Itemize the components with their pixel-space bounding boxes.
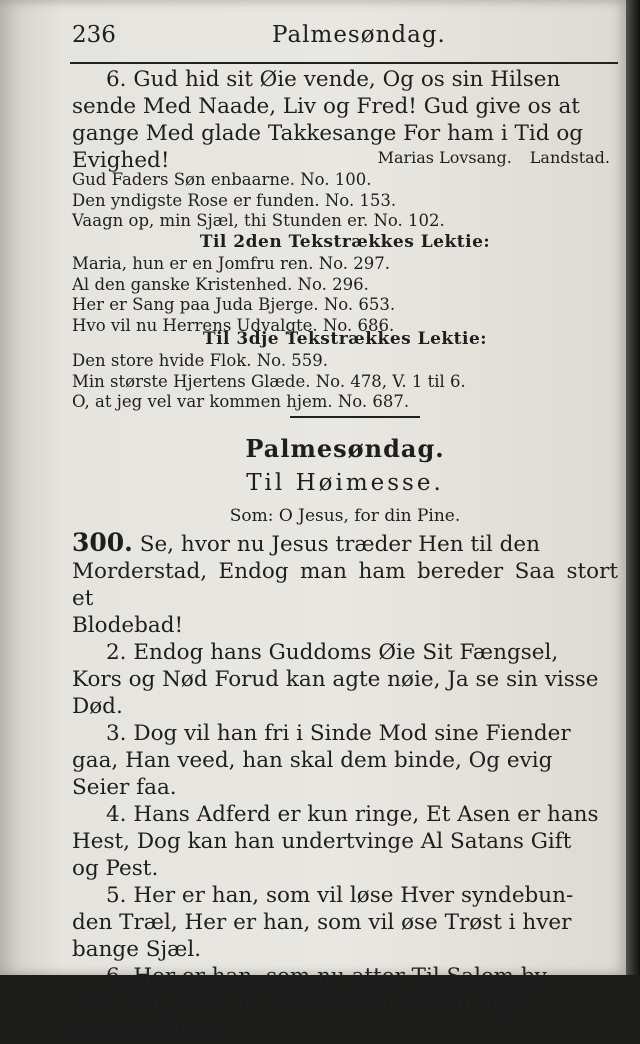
- hymn-reference: Gud Faders Søn enbaarne. No. 100.: [72, 170, 372, 189]
- book-spine-shadow: [626, 0, 640, 975]
- verse-line: 3. Dog vil han fri i Sinde Mod sine Fiender: [106, 721, 571, 746]
- hymn-reference: Her er Sang paa Juda Bjerge. No. 653.: [72, 295, 396, 314]
- verse-line: 5. Her er han, som vil løse Hver syndebun-: [106, 883, 574, 908]
- hymn-reference: Hvo vil nu Herrens Udvalgte. No. 686.: [72, 315, 395, 335]
- hymn-number: 300.: [72, 528, 133, 557]
- hymn-references-1: [72, 170, 618, 232]
- page-header: [0, 22, 626, 58]
- verse-line: 4. Hans Adferd er kun ringe, Et Asen er hans: [106, 802, 599, 827]
- feast-heading: [72, 434, 618, 463]
- header-rule: [70, 62, 618, 64]
- verse-line: gange Med glade Takkesange For ham i Tid og: [72, 121, 584, 146]
- tune-reference: Som: O Jesus, for din Pine.: [229, 506, 461, 526]
- hymn-reference: Maria, hun er en Jomfru ren. No. 297.: [72, 254, 391, 273]
- verse-line: der Fred, Gak ud, o Zions Datter, Og dig i: [72, 991, 527, 1016]
- hymn-reference: Vaagn op, min Sjæl, thi Stunden er. No. 102.: [72, 211, 445, 230]
- verse-line: Død.: [72, 694, 123, 719]
- verse-line: bange Sjæl.: [72, 937, 202, 962]
- hymn-300: [72, 529, 618, 1044]
- verse-line: Hest, Dog kan han undertvinge Al Satans Gift: [72, 829, 572, 854]
- hymn-reference: Den store hvide Flok. No. 559.: [72, 351, 329, 370]
- verse-line: Seier faa.: [72, 775, 177, 800]
- hymn-reference: Al den ganske Kristenhed. No. 296.: [72, 274, 369, 294]
- feast-title: Palmesøndag.: [245, 434, 445, 463]
- verse-line: Blodebad!: [72, 613, 184, 638]
- hymn-reference: O, at jeg vel var kommen hjem. No. 687.: [72, 392, 410, 411]
- section-divider: [290, 416, 420, 418]
- verse-line: Kors og Nød Forud kan agte nøie, Ja se sin visse: [72, 667, 599, 692]
- service-heading: [72, 470, 618, 496]
- verse-line: [72, 529, 618, 558]
- verse-line: sende Med Naade, Liv og Fred! Gud give os at: [72, 94, 580, 119]
- page-number: 236: [72, 22, 116, 48]
- hymn-reference: Den yndigste Rose er funden. No. 153.: [72, 190, 397, 210]
- tune-line: [72, 506, 618, 526]
- section-heading-2: Til 2den Tekstrækkes Lektie:: [199, 232, 491, 252]
- hymn-references-2: [72, 254, 618, 336]
- hymn-reference: Min største Hjertens Glæde. No. 478, V. 1 til 6.: [72, 371, 466, 391]
- verse-line: Evighed!: [72, 148, 170, 173]
- verse-line: Morderstad, Endog man ham bereder Saa stort et: [72, 559, 618, 611]
- verse-line: og Pest.: [72, 856, 159, 881]
- verse-line: 6. Her er han, som nu atter Til Salem by-: [106, 964, 555, 989]
- source-title: Marias Lovsang.: [377, 148, 512, 167]
- verse-line: hannem glæd!: [72, 1018, 230, 1043]
- section-heading-3: Til 3dje Tekstrækkes Lektie:: [202, 329, 488, 349]
- verse-line: 6. Gud hid sit Øie vende, Og os sin Hilsen: [106, 67, 561, 92]
- verse-line: gaa, Han veed, han skal dem binde, Og evig: [72, 748, 553, 773]
- translator: Landstad.: [529, 148, 610, 167]
- verse-text: Se, hvor nu Jesus træder Hen til den: [132, 532, 540, 557]
- service-title: Til Høimesse.: [246, 470, 444, 496]
- running-title: Palmesøndag.: [272, 22, 446, 48]
- previous-hymn-verse-6: [72, 66, 618, 173]
- verse-line: 2. Endog hans Guddoms Øie Sit Fængsel,: [106, 640, 559, 665]
- verse-line: den Træl, Her er han, som vil øse Trøst i hver: [72, 910, 572, 935]
- hymn-references-3: [72, 351, 618, 413]
